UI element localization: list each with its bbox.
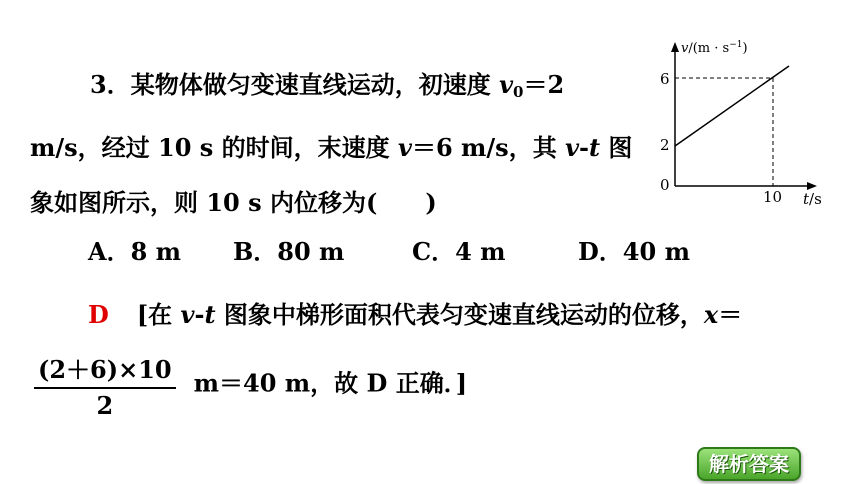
question-line-2 bbox=[30, 120, 640, 175]
option-c[interactable]: C．4 m bbox=[412, 237, 506, 266]
var-v: v bbox=[398, 133, 412, 162]
var-t: t bbox=[204, 300, 216, 329]
initial-speed-value: ＝2 bbox=[523, 70, 565, 99]
option-d[interactable]: D．40 m bbox=[578, 237, 690, 266]
x-axis-arrow bbox=[807, 182, 817, 190]
var-x: x bbox=[703, 300, 719, 329]
var-v: v bbox=[499, 70, 514, 99]
x-axis-var: t bbox=[803, 190, 810, 208]
y-tick-0: 0 bbox=[660, 176, 670, 194]
subscript-0: 0 bbox=[513, 83, 524, 101]
y-axis-arrow bbox=[671, 42, 679, 52]
options bbox=[88, 232, 788, 268]
answer-text-a: [在 bbox=[136, 300, 181, 329]
y-axis-exponent: −1 bbox=[729, 40, 743, 50]
x-axis-label bbox=[803, 190, 822, 208]
dash: - bbox=[579, 133, 589, 162]
analysis-answer-button[interactable]: 解析答案 bbox=[697, 447, 801, 481]
y-axis-label bbox=[681, 40, 748, 56]
x-tick-10: 10 bbox=[763, 188, 783, 206]
fraction-numerator: (2＋6)×10 bbox=[34, 350, 176, 389]
var-t: t bbox=[588, 133, 601, 162]
var-v: v bbox=[180, 300, 195, 329]
answer-letter: D bbox=[88, 300, 109, 329]
question-line-1 bbox=[30, 57, 640, 120]
question-text-2c: 图 bbox=[600, 133, 633, 162]
question-line-3: 象如图所示，则 10 s 内位移为( ) bbox=[30, 188, 437, 217]
option-b[interactable]: B．80 m bbox=[233, 237, 345, 266]
y-axis-var: v bbox=[681, 41, 689, 56]
vt-graph bbox=[655, 38, 835, 210]
answer-line-2 bbox=[34, 350, 467, 420]
y-tick-6: 6 bbox=[660, 70, 670, 88]
equals: ＝ bbox=[718, 300, 743, 329]
question-text-1: ．某物体做匀变速直线运动，初速度 bbox=[106, 70, 500, 99]
fraction-denominator: 2 bbox=[96, 391, 114, 420]
answer-line-1 bbox=[88, 295, 742, 330]
var-v: v bbox=[565, 133, 580, 162]
option-a[interactable]: A．8 m bbox=[88, 237, 182, 266]
question-text-2b: ＝6 m/s，其 bbox=[411, 133, 566, 162]
question-number: 3 bbox=[90, 70, 107, 99]
question-text bbox=[30, 57, 640, 230]
answer-tail: m＝40 m，故 D 正确．] bbox=[193, 368, 468, 398]
dash: - bbox=[194, 300, 205, 329]
question-text-2a: m/s，经过 10 s 的时间，末速度 bbox=[30, 133, 399, 162]
y-axis-close: ) bbox=[742, 41, 748, 56]
y-axis-unit: /(m · s bbox=[688, 41, 730, 56]
answer-text-b: 图象中梯形面积代表匀变速直线运动的位移， bbox=[215, 300, 704, 329]
y-tick-2: 2 bbox=[660, 136, 670, 154]
x-axis-unit: /s bbox=[809, 190, 822, 208]
fraction bbox=[34, 350, 176, 420]
